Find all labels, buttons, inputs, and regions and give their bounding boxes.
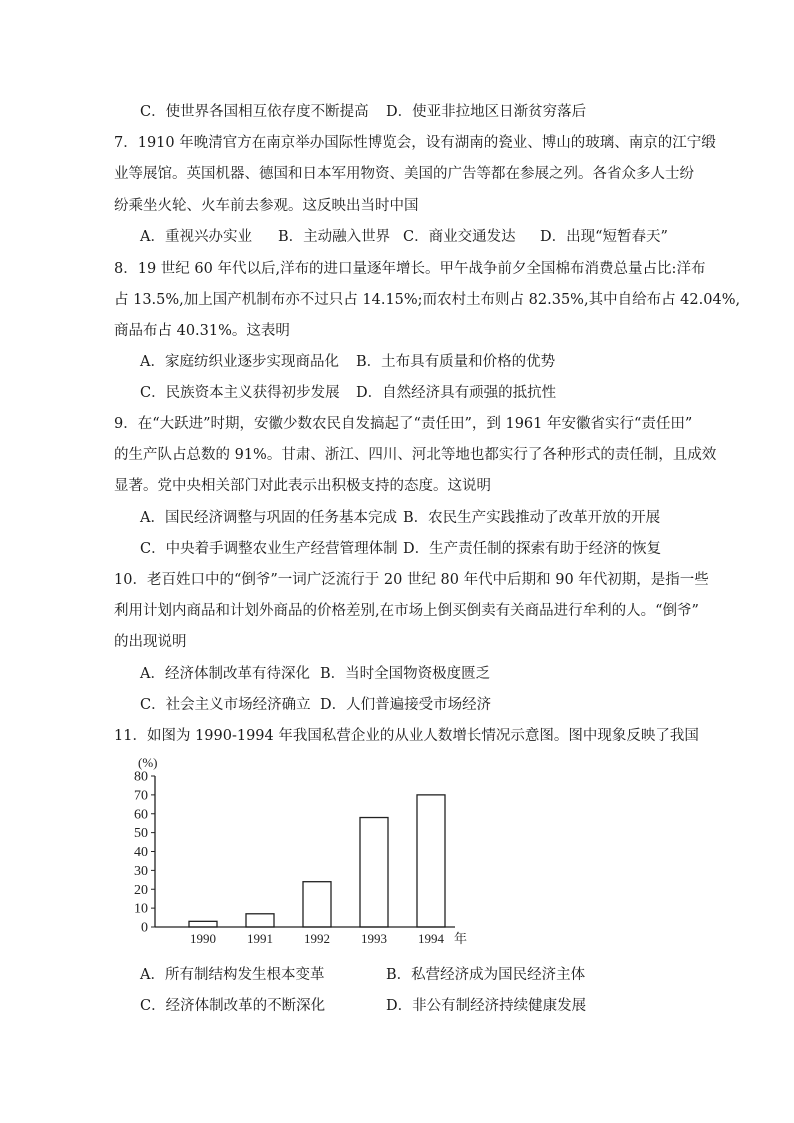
y-axis-unit-label: (%)	[138, 755, 158, 770]
q8-option-a: A．家庭纺织业逐步实现商品化	[140, 354, 339, 370]
q8-stem-line-3: 商品布占 40.31%。这表明	[114, 323, 290, 339]
q10-stem-line-1: 10．老百姓口中的“倒爷”一词广泛流行于 20 世纪 80 年代中后期和 90 年代初期，是指一些	[114, 572, 709, 588]
q7-stem-line-2: 业等展馆。英国机器、德国和日本军用物资、美国的广告等都在参展之列。各省众多人士纷	[114, 166, 694, 182]
y-tick-label: 10	[134, 901, 148, 917]
q7-option-a: A．重视兴办实业	[140, 229, 252, 245]
q6-option-d: D．使亚非拉地区日渐贫穷落后	[386, 104, 587, 120]
q9-stem-line-3: 显著。党中央相关部门对此表示出积极支持的态度。这说明	[114, 478, 491, 494]
q11-option-c: C．经济体制改革的不断深化	[140, 998, 326, 1014]
q10-option-b: B．当时全国物资极度匮乏	[320, 666, 491, 682]
q8-stem-line-1: 8．19 世纪 60 年代以后,洋布的进口量逐年增长。甲午战争前夕全国棉布消费总量占比:洋布	[114, 261, 706, 277]
y-tick-label: 80	[134, 769, 148, 785]
q8-option-b: B．土布具有质量和价格的优势	[356, 354, 556, 370]
bar-1993	[360, 818, 388, 927]
q9-option-c: C．中央着手调整农业生产经营管理体制	[140, 541, 398, 557]
q8-option-c: C．民族资本主义获得初步发展	[140, 385, 340, 401]
bar-1990	[189, 921, 217, 927]
q9-stem-line-2: 的生产队占总数的 91%。甘肃、浙江、四川、河北等地也都实行了各种形式的责任制，且成效	[114, 447, 717, 463]
q9-stem-line-1: 9．在“大跃进”时期，安徽少数农民自发搞起了“责任田”，到 1961 年安徽省实行“责任田”	[114, 416, 693, 432]
y-tick-label: 60	[134, 807, 148, 823]
bar-1992	[303, 882, 331, 927]
q7-stem-line-3: 纷乘坐火轮、火车前去参观。这反映出当时中国	[114, 198, 419, 214]
x-tick-label: 1990	[190, 931, 216, 946]
q7-option-c: C．商业交通发达	[403, 229, 516, 245]
employment-growth-bar-chart	[110, 752, 490, 952]
y-tick-label: 0	[141, 920, 148, 936]
y-tick-label: 40	[134, 845, 148, 860]
bar-1994	[417, 795, 445, 927]
q9-option-b: B．农民生产实践推动了改革开放的开展	[403, 510, 661, 526]
bar-1991	[246, 914, 274, 927]
q11-option-d: D．非公有制经济持续健康发展	[386, 998, 587, 1014]
q6-option-c: C．使世界各国相互依存度不断提高	[140, 104, 369, 120]
q10-option-a: A．经济体制改革有待深化	[140, 666, 310, 682]
q9-option-a: A．国民经济调整与巩固的任务基本完成	[140, 510, 397, 526]
q10-option-c: C．社会主义市场经济确立	[140, 697, 311, 713]
q7-option-d: D．出现“短暂春天”	[540, 229, 668, 245]
q10-stem-line-3: 的出现说明	[114, 634, 187, 650]
q11-option-a: A．所有制结构发生根本变革	[140, 967, 325, 983]
y-tick-label: 20	[134, 882, 148, 898]
q8-option-d: D．自然经济具有顽强的抵抗性	[356, 385, 557, 401]
x-tick-label: 1991	[247, 931, 273, 946]
q11-stem-line-1: 11．如图为 1990-1994 年我国私营企业的从业人数增长情况示意图。图中现象反映了我国	[114, 728, 699, 744]
q8-stem-line-2: 占 13.5%,加上国产机制布亦不过只占 14.15%;而农村土布则占 82.35%,其中自给布占 42.04%,	[114, 292, 741, 308]
y-tick-label: 50	[134, 826, 148, 842]
y-tick-label: 30	[134, 863, 148, 879]
q9-option-d: D．生产责任制的探索有助于经济的恢复	[403, 541, 662, 557]
x-axis-unit-label: 年	[454, 931, 468, 946]
q7-option-b: B．主动融入世界	[278, 229, 391, 245]
q10-stem-line-2: 利用计划内商品和计划外商品的价格差别,在市场上倒买倒卖有关商品进行牟利的人。“倒爷”	[114, 603, 699, 619]
x-tick-label: 1992	[304, 931, 330, 946]
q10-option-d: D．人们普遍接受市场经济	[320, 697, 492, 713]
q7-stem-line-1: 7．1910 年晚清官方在南京举办国际性博览会，设有湖南的瓷业、博山的玻璃、南京的江宁缎	[114, 135, 716, 151]
x-tick-label: 1993	[361, 931, 387, 946]
q11-option-b: B．私营经济成为国民经济主体	[386, 967, 586, 983]
x-tick-label: 1994	[418, 931, 444, 946]
y-tick-label: 70	[134, 788, 148, 804]
